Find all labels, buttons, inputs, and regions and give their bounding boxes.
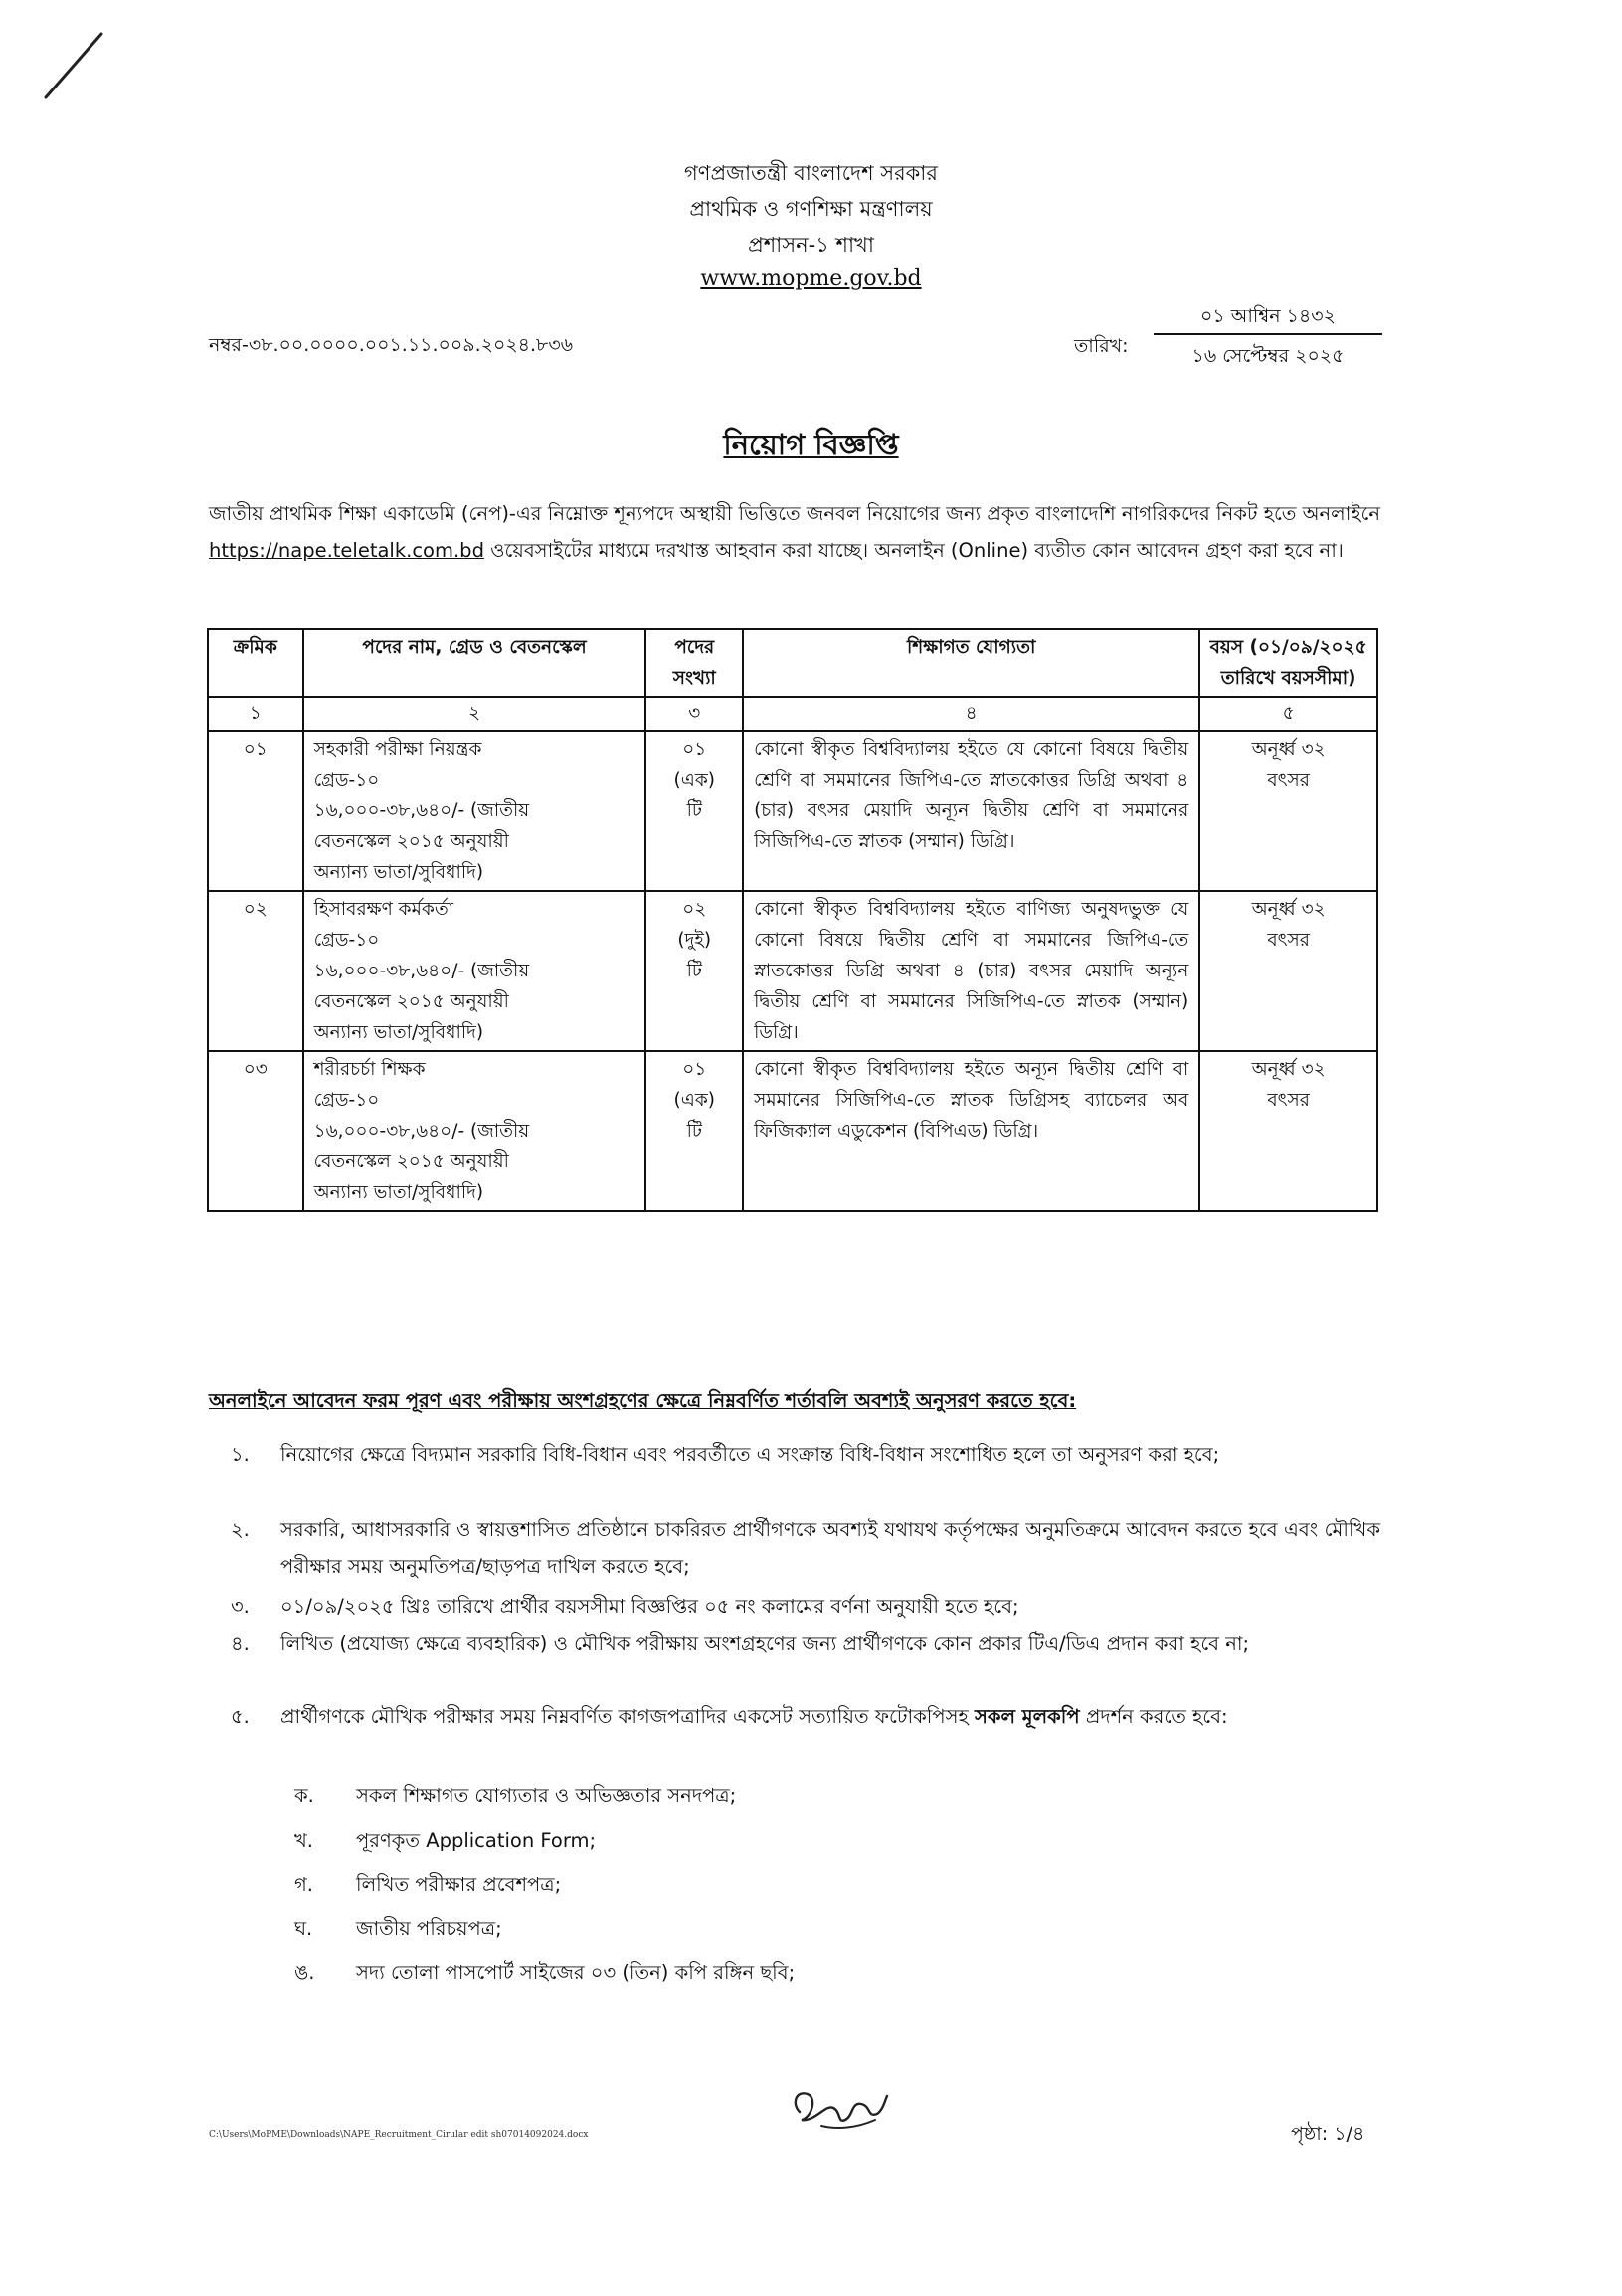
row-age-limit	[1199, 891, 1377, 1051]
ministry-name: প্রাথমিক ও গণশিক্ষা মন্ত্রণালয়	[689, 197, 933, 221]
date-gregorian: ১৬ সেপ্টেম্বর ২০২৫	[1191, 345, 1345, 367]
intro-text-before-link: জাতীয় প্রাথমিক শিক্ষা একাডেমি (নেপ)-এর নিম্নোক্ত শূন্যপদে অস্থায়ী ভিত্তিতে জনবল নিয়োগের জন্য প্রকৃত বাংলাদেশি নাগরিকদের নিকট হতে অনলাইনে	[209, 502, 1380, 525]
post-grade: গ্রেড-১০	[313, 930, 380, 951]
sub-item-text: সকল শিক্ষাগত যোগ্যতার ও অভিজ্ঞতার সনদপত্র;	[356, 1784, 737, 1807]
header-post: পদের নাম, গ্রেড ও বেতনস্কেল	[303, 629, 646, 697]
post-scale: অন্যান্য ভাতা/সুবিধাদি)	[313, 1022, 484, 1043]
application-website-link[interactable]: https://nape.teletalk.com.bd	[209, 539, 484, 562]
count-number: ০১	[682, 1059, 707, 1080]
count-words: (এক)	[673, 770, 715, 791]
table-row	[208, 1051, 1377, 1211]
branch-name: প্রশাসন-১ শাখা	[748, 233, 874, 257]
post-grade: গ্রেড-১০	[313, 1090, 380, 1111]
signature-initial	[782, 2074, 891, 2138]
count-unit: টি	[686, 1121, 702, 1142]
count-unit: টি	[686, 961, 702, 981]
sub-item-number: ক.	[294, 1784, 314, 1807]
post-name: হিসাবরক্ষণ কর্মকর্তা	[313, 899, 454, 920]
row-serial: ০২	[208, 891, 303, 1051]
condition-number: ৫.	[231, 1705, 250, 1728]
table-header-row	[208, 629, 1377, 697]
row-qualification: কোনো স্বীকৃত বিশ্ববিদ্যালয় হইতে যে কোনো বিষয়ে দ্বিতীয় শ্রেণি বা সমমানের জিপিএ-তে স্নাতকোত্তর ডিগ্রি অথবা ৪ (চার) বৎসর মেয়াদি অন্যূন দ্বিতীয় শ্রেণি বা সমমানের সিজিপিএ-তে স্নাতক (সম্মান) ডিগ্রি।	[743, 731, 1199, 891]
sub-item-text: সদ্য তোলা পাসপোর্ট সাইজের ০৩ (তিন) কপি রঙ্গিন ছবি;	[356, 1961, 796, 1984]
column-number: ২	[303, 697, 646, 731]
count-number: ০১	[682, 739, 707, 760]
post-name: সহকারী পরীক্ষা নিয়ন্ত্রক	[313, 739, 482, 760]
row-age-limit	[1199, 731, 1377, 891]
age-unit: বৎসর	[1267, 1090, 1310, 1111]
row-post	[303, 891, 646, 1051]
header-qualification: শিক্ষাগত যোগ্যতা	[743, 629, 1199, 697]
condition-text-part: প্রার্থীগণকে মৌখিক পরীক্ষার সময় নিম্নবর্ণিত কাগজপত্রাদির একসেট সত্যায়িত ফটোকপিসহ	[280, 1705, 969, 1728]
post-scale: ১৬,০০০-৩৮,৬৪০/- (জাতীয়	[313, 800, 530, 821]
age-value: অনূর্ধ্ব ৩২	[1251, 739, 1326, 760]
condition-number: ২.	[231, 1518, 250, 1541]
post-scale: বেতনস্কেল ২০১৫ অনুযায়ী	[313, 831, 509, 852]
sub-item-number: ঘ.	[294, 1917, 313, 1940]
header-age-limit: বয়স (০১/০৯/২০২৫ তারিখে বয়সসীমা)	[1199, 629, 1377, 697]
post-scale: অন্যান্য ভাতা/সুবিধাদি)	[313, 862, 484, 883]
post-scale: ১৬,০০০-৩৮,৬৪০/- (জাতীয়	[313, 1121, 530, 1142]
government-name: গণপ্রজাতন্ত্রী বাংলাদেশ সরকার	[684, 161, 938, 185]
post-name: শরীরচর্চা শিক্ষক	[313, 1059, 426, 1080]
header-count: পদের সংখ্যা	[645, 629, 743, 697]
age-value: অনূর্ধ্ব ৩২	[1251, 1059, 1326, 1080]
row-qualification: কোনো স্বীকৃত বিশ্ববিদ্যালয় হইতে বাণিজ্য অনুষদভুক্ত যে কোনো বিষয়ে দ্বিতীয় শ্রেণি বা সমমানের জিপিএ-তে স্নাতকোত্তর ডিগ্রি অথবা ৪ (চার) বৎসর মেয়াদি অন্যূন দ্বিতীয় শ্রেণি বা সমমানের সিজিপিএ-তে স্নাতক (সম্মান) ডিগ্রি।	[743, 891, 1199, 1051]
date-bangla-calendar: ০১ আশ্বিন ১৪৩২	[1200, 305, 1336, 327]
intro-paragraph	[209, 495, 1380, 569]
row-serial: ০১	[208, 731, 303, 891]
sub-item-text: লিখিত পরীক্ষার প্রবেশপত্র;	[356, 1873, 562, 1896]
memo-number: নম্বর-৩৮.০০.০০০০.০০১.১১.০০৯.২০২৪.৮৩৬	[209, 334, 574, 356]
table-row	[208, 731, 1377, 891]
date-divider	[1154, 333, 1382, 335]
post-scale: ১৬,০০০-৩৮,৬৪০/- (জাতীয়	[313, 961, 530, 981]
column-number: ১	[208, 697, 303, 731]
condition-number: ৪.	[231, 1632, 250, 1655]
notice-title: নিয়োগ বিজ্ঞপ্তি	[723, 428, 899, 461]
condition-text-bold: সকল মূলকপি	[974, 1705, 1080, 1728]
condition-text-part: প্রদর্শন করতে হবে:	[1085, 1705, 1228, 1728]
sub-item-text: জাতীয় পরিচয়পত্র;	[356, 1917, 502, 1940]
column-number: ৩	[645, 697, 743, 731]
age-value: অনূর্ধ্ব ৩২	[1251, 899, 1326, 920]
intro-text-after-link: ওয়েবসাইটের মাধ্যমে দরখাস্ত আহবান করা যাচ্ছে। অনলাইন (Online) ব্যতীত কোন আবেদন গ্রহণ করা হবে না।	[490, 539, 1344, 562]
post-scale: বেতনস্কেল ২০১৫ অনুযায়ী	[313, 1151, 509, 1172]
sub-item-text: পূরণকৃত Application Form;	[356, 1829, 597, 1852]
column-number: ৪	[743, 697, 1199, 731]
file-path: C:\Users\MoPME\Downloads\NAPE_Recruitment_Cirular edit sh07014092024.docx	[209, 2130, 589, 2140]
row-count	[645, 1051, 743, 1211]
page-number: পৃষ্ঠা: ১/৪	[1291, 2123, 1365, 2145]
post-grade: গ্রেড-১০	[313, 770, 380, 791]
sub-item-number: খ.	[294, 1829, 314, 1852]
condition-text: লিখিত (প্রযোজ্য ক্ষেত্রে ব্যবহারিক) ও মৌখিক পরীক্ষায় অংশগ্রহণের জন্য প্রার্থীগণকে কোন প্রকার টিএ/ডিএ প্রদান করা হবে না;	[280, 1632, 1250, 1655]
pen-stroke-mark	[40, 28, 119, 107]
date-label: তারিখ:	[1074, 335, 1129, 357]
ministry-website-link[interactable]: www.mopme.gov.bd	[700, 266, 922, 291]
post-scale: বেতনস্কেল ২০১৫ অনুযায়ী	[313, 991, 509, 1012]
condition-text: ০১/০৯/২০২৫ খ্রিঃ তারিখে প্রার্থীর বয়সসীমা বিজ্ঞপ্তির ০৫ নং কলামের বর্ণনা অনুযায়ী হতে হবে;	[280, 1595, 1019, 1618]
vacancy-table	[207, 628, 1378, 1212]
count-unit: টি	[686, 800, 702, 821]
row-serial: ০৩	[208, 1051, 303, 1211]
condition-text: সরকারি, আধাসরকারি ও স্বায়ত্তশাসিত প্রতিষ্ঠানে চাকরিরত প্রার্থীগণকে অবশ্যই যথাযথ কর্তৃপক্ষের অনুমতিক্রমে আবেদন করতে হবে এবং মৌখিক পরীক্ষার সময় অনুমতিপত্র/ছাড়পত্র দাখিল করতে হবে;	[280, 1518, 1380, 1578]
column-number-row	[208, 697, 1377, 731]
sub-item-number: ঙ.	[294, 1961, 315, 1984]
row-count	[645, 731, 743, 891]
conditions-heading: অনলাইনে আবেদন ফরম পূরণ এবং পরীক্ষায় অংশগ্রহণের ক্ষেত্রে নিম্নবর্ণিত শর্তাবলি অবশ্যই অনুসরণ করতে হবে:	[209, 1389, 1077, 1412]
condition-number: ৩.	[231, 1595, 250, 1618]
count-number: ০২	[682, 899, 707, 920]
row-age-limit	[1199, 1051, 1377, 1211]
count-words: (এক)	[673, 1090, 715, 1111]
condition-text: নিয়োগের ক্ষেত্রে বিদ্যমান সরকারি বিধি-বিধান এবং পরবর্তীতে এ সংক্রান্ত বিধি-বিধান সংশোধিত হলে তা অনুসরণ করা হবে;	[280, 1443, 1220, 1466]
condition-number: ১.	[231, 1443, 250, 1466]
post-scale: অন্যান্য ভাতা/সুবিধাদি)	[313, 1182, 484, 1203]
header-serial: ক্রমিক	[208, 629, 303, 697]
sub-item-number: গ.	[294, 1873, 313, 1896]
row-count	[645, 891, 743, 1051]
row-post	[303, 1051, 646, 1211]
column-number: ৫	[1199, 697, 1377, 731]
age-unit: বৎসর	[1267, 770, 1310, 791]
table-row	[208, 891, 1377, 1051]
count-words: (দুই)	[677, 930, 712, 951]
age-unit: বৎসর	[1267, 930, 1310, 951]
row-post	[303, 731, 646, 891]
condition-text	[280, 1698, 1380, 1735]
row-qualification: কোনো স্বীকৃত বিশ্ববিদ্যালয় হইতে অন্যূন দ্বিতীয় শ্রেণি বা সমমানের সিজিপিএ-তে স্নাতক ডিগ্রিসহ ব্যাচেলর অব ফিজিক্যাল এডুকেশন (বিপিএড) ডিগ্রি।	[743, 1051, 1199, 1211]
